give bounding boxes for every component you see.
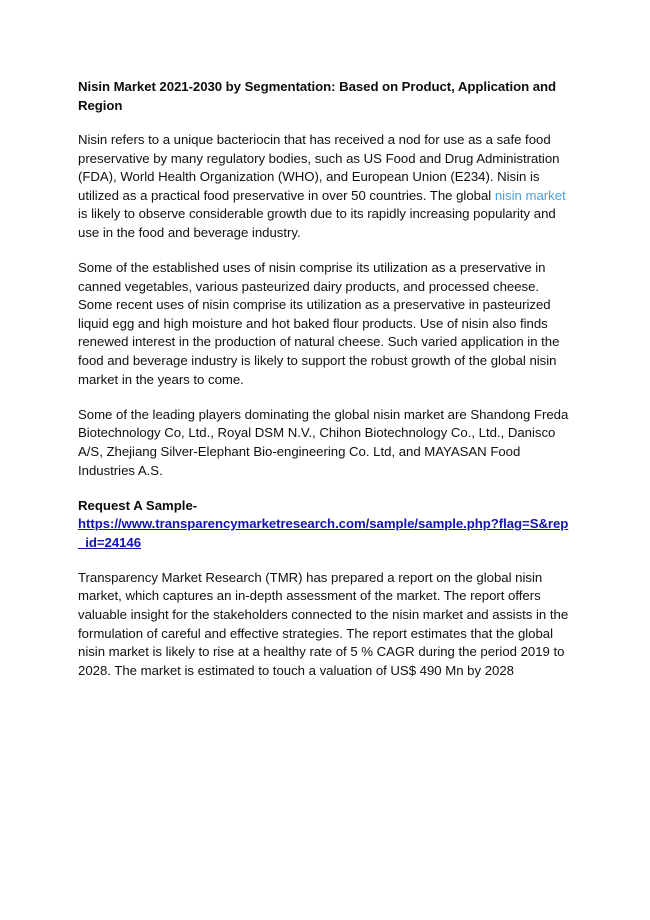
sample-request-url-link[interactable]: https://www.transparencymarketresearch.com/sample/sample.php?flag=S&rep — [78, 516, 569, 532]
paragraph-intro-text-after: is likely to observe considerable growth due to its rapidly increasing popularity and use in the food and beverage industry. — [78, 206, 556, 240]
request-sample-block — [78, 497, 574, 553]
page-title: Nisin Market 2021-2030 by Segmentation: Based on Product, Application and Region — [78, 79, 557, 113]
paragraph-closing: Transparency Market Research (TMR) has prepared a report on the global nisin market, which captures an in-depth assessment of the market. The report offers valuable insight for the stakeholders connected to the nisin market and assists in the formulation of careful and effective strategies. The report estimates that the global nisin market is likely to rise at a healthy rate of 5 % CAGR during the period 2019 to 2028. The market is estimated to touch a valuation of US$ 490 Mn by 2028 — [78, 569, 569, 678]
paragraph-uses: Some of the established uses of nisin comprise its utilization as a preservative in canned vegetables, various pasteurized dairy products, and processed cheese. Some recent uses of nisin comprise its utilization as a preservative in pasteurized liquid egg and high moisture and hot baked flour products. Use of nisin also finds renewed interest in the production of natural cheese. Such varied application in the food and beverage industry is likely to support the robust growth of the global nisin market in the years to come. — [78, 260, 560, 387]
sample-request-url-link-tail[interactable]: _id=24146 — [78, 534, 141, 550]
document-body — [78, 78, 574, 680]
nisin-market-link[interactable]: nisin market — [494, 187, 566, 203]
paragraph-intro-text-before: Nisin refers to a unique bacteriocin that has received a nod for use as a safe food preservative by many regulatory bodies, such as US Food and Drug Administration (FDA), World Health Organization (WHO), and European Union (E234). Nisin is utilized as a practical food preservative in over 50 countries. The global — [78, 132, 560, 203]
paragraph-players: Some of the leading players dominating the global nisin market are Shandong Freda Biotechnology Co, Ltd., Royal DSM N.V., Chihon Biotechnology Co., Ltd., Danisco A/S, Zhejiang Silver-Elephant Bio-engineering Co. Ltd, and MAYASAN Food Industries A.S. — [78, 406, 569, 478]
request-sample-heading: Request A Sample- — [78, 497, 198, 513]
paragraph-intro — [78, 131, 574, 243]
